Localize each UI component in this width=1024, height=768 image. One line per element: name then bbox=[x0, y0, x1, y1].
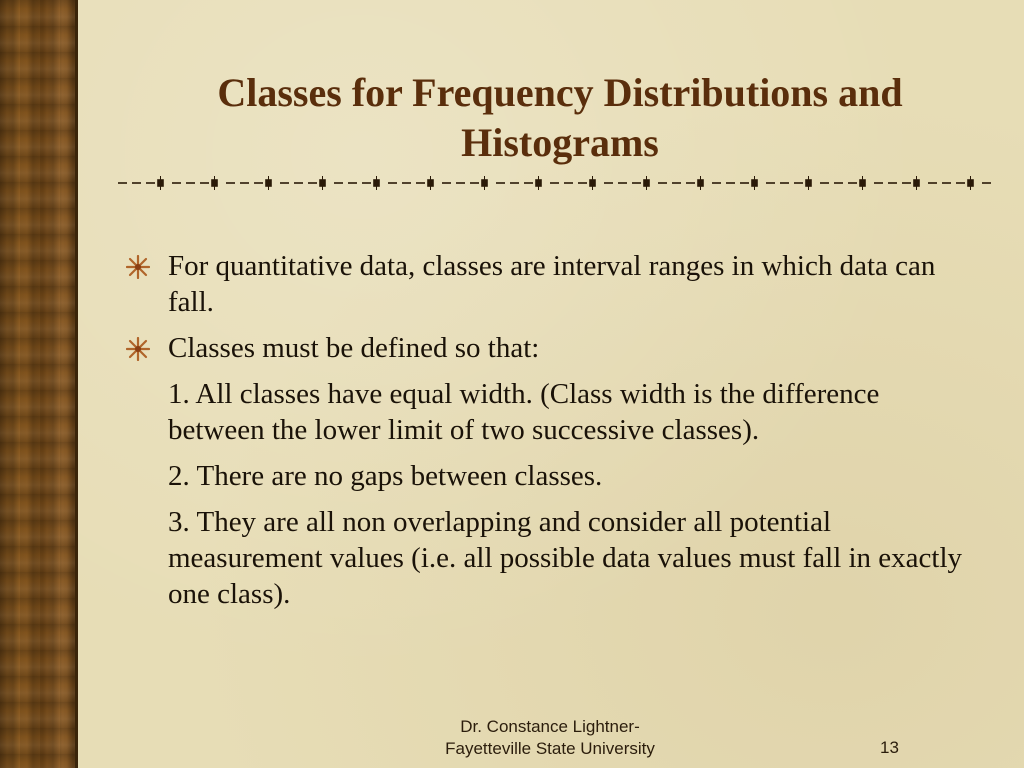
slide-title bbox=[110, 68, 1010, 168]
wood-border bbox=[0, 0, 78, 768]
sub-item: 2. There are no gaps between classes. bbox=[168, 460, 603, 492]
sub-item: 1. All classes have equal width. (Class width is the difference between the lower limit of two successive classes). bbox=[168, 378, 880, 446]
bullet-item bbox=[126, 330, 976, 366]
star-burst-icon bbox=[126, 337, 150, 361]
sub-item: 3. They are all non overlapping and consider all potential measurement values (i.e. all possible data values must fall in exactly one class). bbox=[168, 506, 963, 610]
slide-body bbox=[126, 248, 976, 622]
title-line-1: Classes for Frequency Distributions and bbox=[217, 70, 903, 115]
bullet-text: For quantitative data, classes are interval ranges in which data can fall. bbox=[168, 250, 936, 318]
bullet-item bbox=[126, 248, 976, 320]
title-line-2: Histograms bbox=[461, 120, 659, 165]
page-number: 13 bbox=[880, 738, 899, 757]
footer-author-line-2: Fayetteville State University bbox=[445, 739, 655, 758]
dash-dot-divider bbox=[118, 176, 996, 190]
footer-author bbox=[400, 716, 700, 760]
bullet-text: Classes must be defined so that: bbox=[168, 332, 540, 364]
footer-author-line-1: Dr. Constance Lightner- bbox=[460, 717, 640, 736]
star-burst-icon bbox=[126, 255, 150, 279]
